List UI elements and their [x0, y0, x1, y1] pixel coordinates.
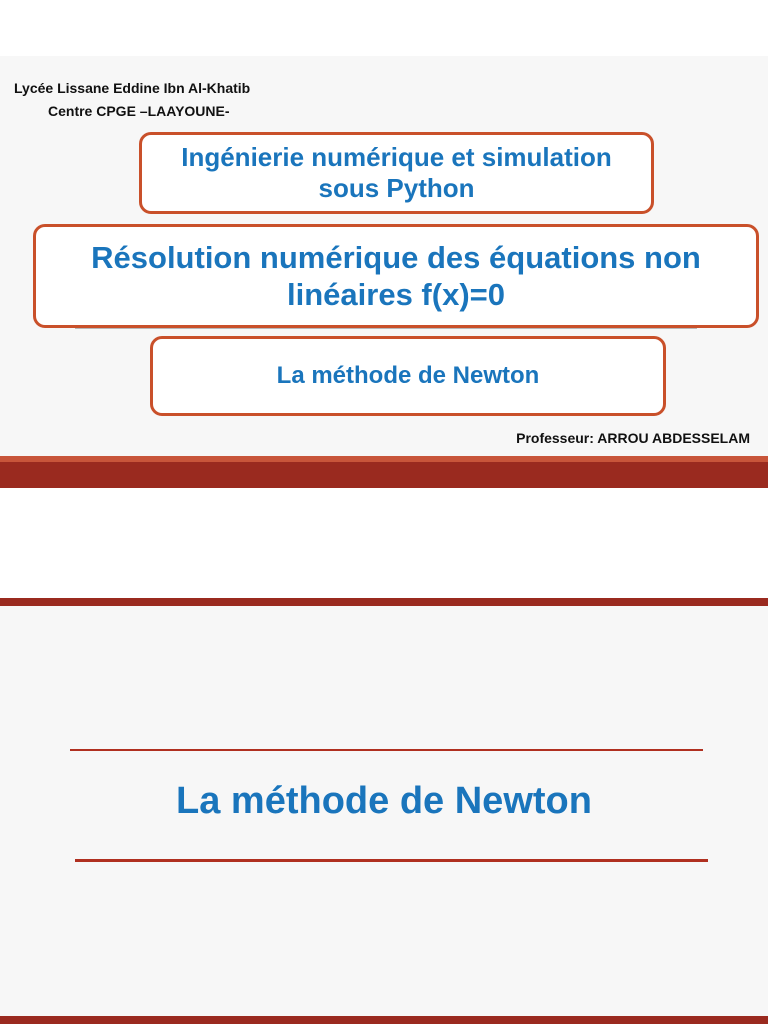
course-title-box: [139, 132, 654, 214]
school-center: Centre CPGE –LAAYOUNE-: [48, 103, 230, 119]
section-title-box: [150, 336, 666, 416]
course-title-line2: sous Python: [318, 173, 475, 203]
slide-2-header-band: [0, 598, 768, 606]
professor-name: Professeur: ARROU ABDESSELAM: [516, 430, 750, 446]
chapter-title-line1: Résolution numérique des équations non: [91, 239, 701, 275]
slide-2-footer-band: [0, 1016, 768, 1024]
course-title-line1: Ingénierie numérique et simulation: [181, 141, 612, 172]
chapter-title-line2: linéaires f(x)=0: [287, 277, 505, 312]
slide-2-title: La méthode de Newton: [176, 780, 592, 822]
footer-band: [0, 462, 768, 488]
title-rule-top: [70, 749, 703, 751]
section-title-text: La méthode de Newton: [276, 361, 540, 389]
chapter-title-box: [33, 224, 759, 328]
school-name: Lycée Lissane Eddine Ibn Al-Khatib: [14, 80, 251, 96]
page-gap: [0, 488, 768, 598]
title-rule-bottom: [75, 859, 708, 862]
